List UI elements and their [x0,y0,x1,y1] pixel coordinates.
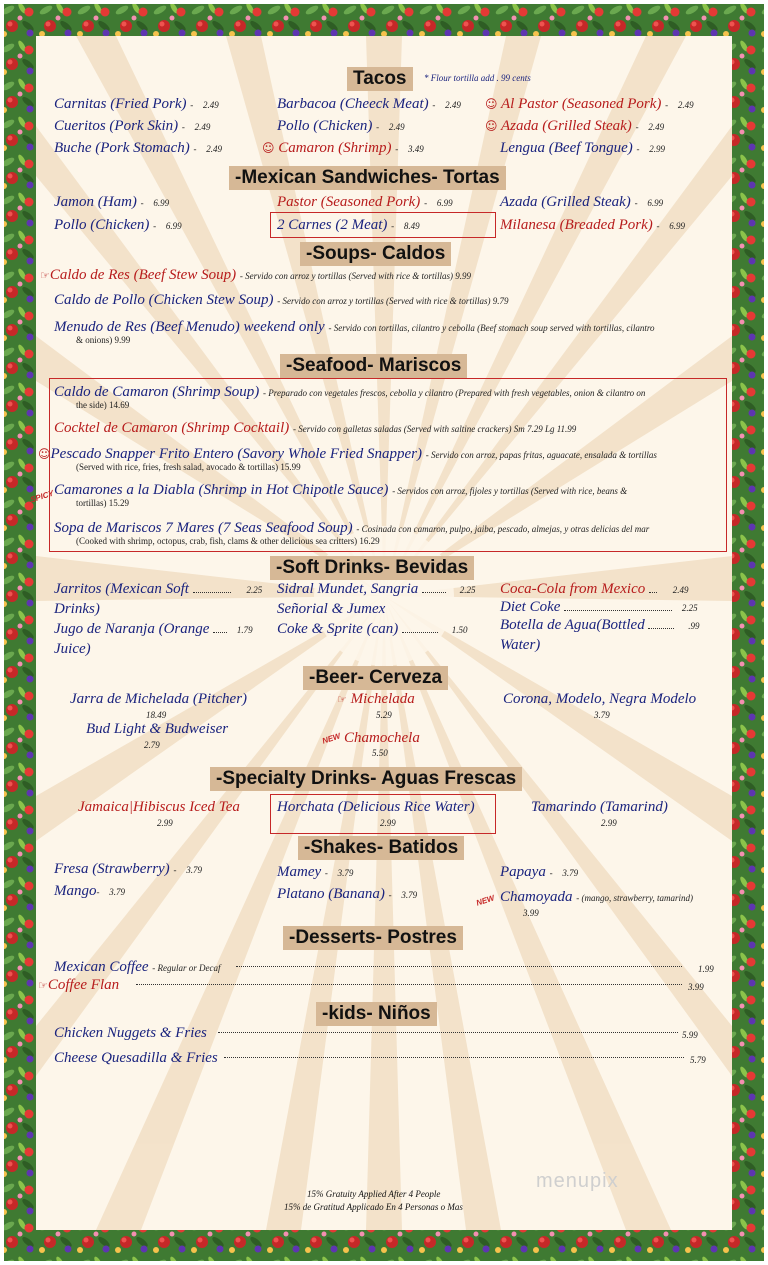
menu-item: Milanesa (Breaded Pork) - 6.99 [500,217,685,233]
watermark: menupix [536,1170,619,1192]
menu-item: Lengua (Beef Tongue) - 2.99 [500,140,666,156]
item-description: the side) 14.69 [76,400,130,410]
menu-item: Platano (Banana) - 3.79 [277,886,418,902]
new-badge: NEW [475,893,496,908]
item-price: 2.79 [144,740,160,750]
menu-item: Jugo de Naranja (Orange 1.79 [54,621,253,637]
gratuity-note-es: 15% de Gratitud Applicado En 4 Personas o Mas [284,1202,463,1212]
specialty-header: -Specialty Drinks- Aguas Frescas [210,767,522,791]
menu-item: Camarones a la Diabla (Shrimp in Hot Chipotle Sauce) - Servidos con arroz, fijoles y tortillas (Served with rice, beans & [54,482,628,498]
menu-item: Señorial & Jumex [277,601,386,617]
item-description: (Cooked with shrimp, octopus, crab, fish, clams & other delicious sea critters) 16.29 [76,536,380,546]
dot-leader [136,984,682,985]
item-description: & onions) 9.99 [76,335,131,345]
menu-item: ☺ Camaron (Shrimp) - 3.49 [262,140,424,156]
menu-item: ☞Coffee Flan [38,977,120,993]
menu-item: Fresa (Strawberry) - 3.79 [54,861,202,877]
menu-item: Jarritos (Mexican Soft 2.25 [54,581,263,597]
item-price: 5.29 [376,710,392,720]
tortilla-note: * Flour tortilla add . 99 cents [424,73,531,83]
dot-leader [218,1032,678,1033]
menu-item: Chamoyada - (mango, strawberry, tamarind) [500,889,693,905]
menu-item: 2 Carnes (2 Meat) - 8.49 [277,217,420,233]
dot-leader [236,966,682,967]
item-description: tortillas) 15.29 [76,498,129,508]
menu-item: Mango- 3.79 [54,883,125,899]
menu-page [29,36,732,1230]
item-price: 3.99 [688,982,704,992]
menu-item: ☺Pescado Snapper Frito Entero (Savory Whole Fried Snapper) - Servido con arroz, papas fritas, aguacate, ensalada & tortillas [38,446,657,462]
menu-item: Chamochela [344,730,420,746]
menu-item: Caldo de Pollo (Chicken Stew Soup) - Servido con arroz y tortillas (Served with rice & tortillas) 9.79 [54,292,509,308]
menu-item: Cueritos (Pork Skin) - 2.49 [54,118,211,134]
menu-item: Pastor (Seasoned Pork) - 6.99 [277,194,453,210]
menu-item: Azada (Grilled Steak) - 6.99 [500,194,664,210]
menu-item: Tamarindo (Tamarind) [531,799,668,815]
beer-header: -Beer- Cerveza [303,666,448,690]
item-price: 3.79 [594,710,610,720]
dot-leader [224,1057,684,1058]
item-price: 2.99 [601,818,617,828]
shakes-header: -Shakes- Batidos [298,836,464,860]
tortas-header: -Mexican Sandwiches- Tortas [229,166,506,190]
item-price: 5.50 [372,748,388,758]
menu-item: Cheese Quesadilla & Fries [54,1050,218,1066]
kids-header: -kids- Niños [316,1002,437,1026]
item-price: 5.99 [682,1030,698,1040]
menu-item: Sopa de Mariscos 7 Mares (7 Seas Seafood Soup) - Cosinada con camaron, pulpo, jaiba, pescado, almejas, y otras delicias del mar [54,520,650,536]
item-price: 18.49 [146,710,167,720]
menu-item: Sidral Mundet, Sangria 2.25 [277,581,476,597]
item-name-continued: Water) [500,637,541,653]
menu-item: Buche (Pork Stomach) - 2.49 [54,140,223,156]
menu-item: Chicken Nuggets & Fries [54,1025,207,1041]
pointer-icon: ☞ [337,693,347,706]
item-description: (Served with rice, fries, fresh salad, avocado & tortillas) 15.99 [76,462,301,472]
menu-item: ☞Caldo de Res (Beef Stew Soup) - Servido con arroz y tortillas (Served with rice & tortillas) 9.99 [40,267,471,283]
smiley-icon: ☺ [485,119,498,133]
menu-item: Carnitas (Fried Pork) - 2.49 [54,96,219,112]
seafood-header: -Seafood- Mariscos [280,354,467,378]
menu-item: Pollo (Chicken) - 2.49 [277,118,405,134]
pointer-icon: ☞ [38,979,48,992]
menu-item: Coca-Cola from Mexico 2.49 [500,581,689,597]
item-name-continued: Drinks) [54,601,100,617]
menu-item: Mamey - 3.79 [277,864,354,880]
menu-item: Mexican Coffee - Regular or Decaf [54,959,221,975]
item-price: 1.99 [698,964,714,974]
tacos-header: Tacos [347,67,413,91]
menu-item: Jarra de Michelada (Pitcher) [70,691,248,707]
gratuity-note-en: 15% Gratuity Applied After 4 People [307,1189,441,1199]
pointer-icon: ☞ [40,269,50,282]
menu-item: Cocktel de Camaron (Shrimp Cocktail) - Servido con galletas saladas (Served with saltine crackers) Sm 7.29 Lg 11.99 [54,420,577,436]
menu-item: Coke & Sprite (can) 1.50 [277,621,468,637]
smiley-icon: ☺ [262,141,275,155]
menu-item: Bud Light & Budweiser [86,721,229,737]
desserts-header: -Desserts- Postres [283,926,463,950]
spicy-badge: SPICY [29,488,55,505]
item-price: 2.99 [157,818,173,828]
item-name-continued: Juice) [54,641,91,657]
menu-item: Jamaica|Hibiscus Iced Tea [78,799,240,815]
item-price: 5.79 [690,1055,706,1065]
drinks-header: -Soft Drinks- Bevidas [270,556,474,580]
menu-item: Menudo de Res (Beef Menudo) weekend only - Servido con tortillas, cilantro y cebolla (Beef stomach soup served with tortillas, cilantro [54,319,655,335]
smiley-icon: ☺ [38,447,51,461]
smiley-icon: ☺ [485,97,498,111]
menu-item: Pollo (Chicken) - 6.99 [54,217,182,233]
menu-item: ☞ Michelada [337,691,415,707]
menu-item: ☺ Azada (Grilled Steak) - 2.49 [485,118,665,134]
menu-item: ☺ Al Pastor (Seasoned Pork) - 2.49 [485,96,694,112]
item-price: 3.99 [523,908,539,918]
menu-item: Botella de Agua(Bottled .99 [500,617,700,633]
menu-item: Horchata (Delicious Rice Water) [277,799,475,815]
menu-item: Caldo de Camaron (Shrimp Soup) - Preparado con vegetales frescos, cebolla y cilantro (Prepared with fresh vegetables, onion & cilantro on [54,384,646,400]
soups-header: -Soups- Caldos [300,242,451,266]
menu-item: Barbacoa (Cheeck Meat) - 2.49 [277,96,461,112]
new-badge: NEW [321,731,342,746]
menu-item: Diet Coke 2.25 [500,599,698,615]
item-price: 2.99 [380,818,396,828]
menu-item: Papaya - 3.79 [500,864,579,880]
menu-item: Corona, Modelo, Negra Modelo [503,691,697,707]
menu-item: Jamon (Ham) - 6.99 [54,194,170,210]
